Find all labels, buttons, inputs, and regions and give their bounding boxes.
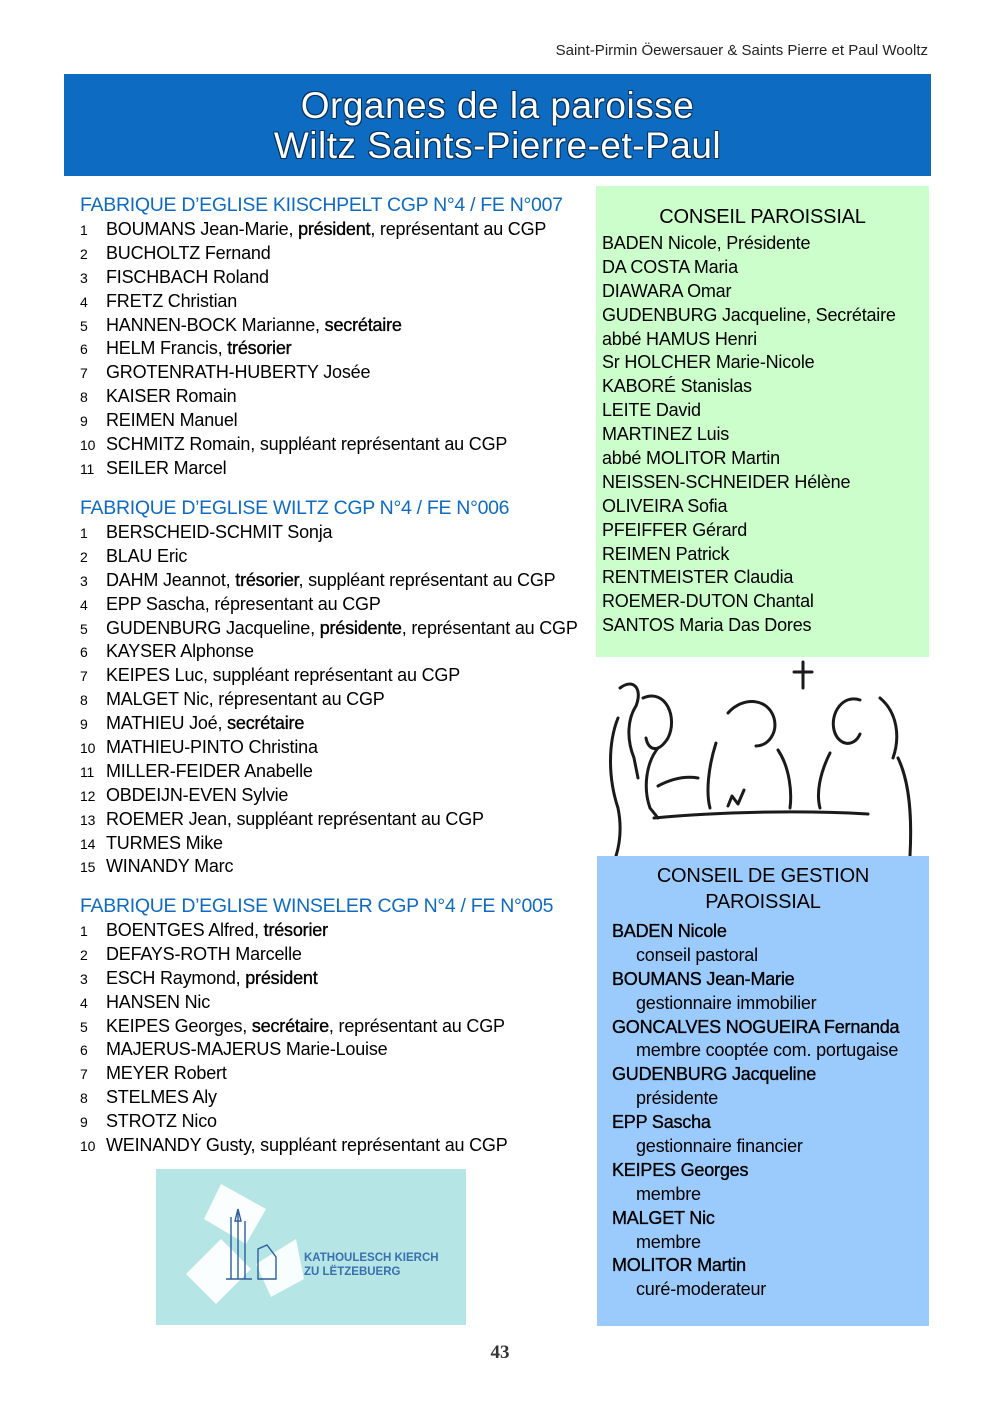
member-name: ESCH Raymond, [106, 967, 246, 988]
member-number: 13 [80, 811, 96, 828]
member-number: 7 [80, 1066, 88, 1083]
member-row [80, 784, 585, 808]
member-name: KAYSER Alphonse [106, 641, 254, 662]
member-number: 1 [80, 525, 88, 541]
conseil-gestion-member [612, 1016, 929, 1064]
member-name: MATHIEU Joé, [106, 713, 228, 734]
conseil-gestion-title-line-2: PAROISSIAL [705, 891, 821, 913]
member-name: SEILER Marcel [106, 457, 227, 478]
conseil-paroissial-member: KABORÉ Stanislas [602, 376, 752, 397]
conseil-gestion-member-role: curé-moderateur [636, 1279, 767, 1300]
member-number: 14 [80, 835, 96, 852]
people-at-table-icon [598, 658, 930, 856]
conseil-paroissial-member: OLIVEIRA Sofia [602, 495, 728, 516]
church-logo-icon [176, 1179, 306, 1319]
member-name: REIMEN Manuel [106, 410, 238, 431]
member-row [80, 545, 585, 569]
member-number: 10 [80, 437, 96, 454]
member-number: 2 [80, 946, 88, 963]
member-name: TURMES Mike [106, 832, 223, 853]
member-row [80, 337, 585, 361]
conseil-paroissial-member: MARTINEZ Luis [602, 424, 730, 445]
logo-text [304, 1251, 439, 1279]
member-row [80, 1062, 585, 1086]
member-row [80, 736, 585, 760]
member-row [80, 385, 585, 409]
member-number: 1 [80, 923, 88, 939]
member-name: GROTENRATH-HUBERTY Josée [106, 362, 371, 383]
member-name: BUCHOLTZ Fernand [106, 242, 271, 263]
conseil-gestion-member [612, 1159, 929, 1207]
member-name: MATHIEU-PINTO Christina [106, 737, 318, 758]
member-row [80, 832, 585, 856]
member-row [80, 1110, 585, 1134]
conseil-paroissial-member: abbé MOLITOR Martin [602, 448, 780, 469]
member-name: BERSCHEID-SCHMIT Sonja [106, 522, 333, 542]
conseil-gestion-member [612, 968, 929, 1016]
conseil-paroissial-member: SANTOS Maria Das Dores [602, 615, 812, 636]
page-title-line-1: Organes de la paroisse [300, 85, 695, 126]
member-row [80, 457, 585, 481]
member-list [80, 218, 585, 481]
conseil-gestion-member-name: EPP Sascha [612, 1112, 711, 1133]
member-number: 4 [80, 994, 88, 1011]
conseil-paroissial-member: LEITE David [602, 400, 701, 421]
member-note: , représentant au CGP [401, 617, 578, 638]
member-row [80, 242, 585, 266]
member-row [80, 919, 585, 943]
member-role: présidente [319, 617, 402, 638]
member-role: secrétaire [324, 314, 402, 335]
member-name: HANNEN-BOCK Marianne, [106, 314, 325, 335]
member-name: MALGET Nic, répresentant au CGP [106, 689, 385, 710]
member-number: 10 [80, 740, 96, 757]
logo-box [156, 1169, 466, 1325]
member-number: 5 [80, 317, 88, 334]
member-row [80, 314, 585, 338]
member-name: KEIPES Luc, suppléant représentant au CGP [106, 665, 461, 686]
conseil-gestion-member-role: membre [636, 1183, 701, 1204]
member-name: ROEMER Jean, suppléant représentant au CGP [106, 808, 484, 829]
member-name: WEINANDY Gusty, suppléant représentant au CGP [106, 1135, 508, 1156]
member-number: 9 [80, 1114, 88, 1131]
member-row [80, 943, 585, 967]
member-row [80, 266, 585, 290]
conseil-gestion-member-role: gestionnaire financier [636, 1136, 803, 1157]
conseil-gestion-member-name: GONCALVES NOGUEIRA Fernanda [612, 1016, 900, 1037]
member-role: trésorier [263, 920, 328, 940]
member-role: trésorier [227, 338, 292, 359]
member-name: STROTZ Nico [106, 1111, 217, 1132]
member-name: FISCHBACH Roland [106, 266, 269, 287]
member-row [80, 808, 585, 832]
member-name: GUDENBURG Jacqueline, [106, 617, 320, 638]
member-name: HANSEN Nic [106, 991, 211, 1012]
conseil-gestion-member-role: membre cooptée com. portugaise [636, 1040, 899, 1061]
member-name: BOUMANS Jean-Marie, [106, 219, 299, 239]
member-role: président [245, 967, 318, 988]
member-row [80, 991, 585, 1015]
member-number: 6 [80, 1042, 88, 1059]
member-row [80, 1134, 585, 1158]
member-number: 3 [80, 269, 88, 286]
conseil-gestion-member-role: gestionnaire immobilier [636, 992, 817, 1013]
member-name: EPP Sascha, répresentant au CGP [106, 593, 381, 614]
running-header: Saint-Pirmin Öewersauer & Saints Pierre et Paul Wooltz [555, 42, 928, 59]
member-number: 9 [80, 716, 88, 733]
conseil-paroissial-member: GUDENBURG Jacqueline, Secrétaire [602, 304, 896, 325]
member-row [80, 218, 585, 242]
fabrique-kiischpelt-section [80, 192, 585, 481]
member-number: 5 [80, 620, 88, 637]
page-title-line-2: Wiltz Saints-Pierre-et-Paul [273, 125, 722, 166]
conseil-gestion-member [612, 1207, 929, 1255]
conseil-gestion-member [612, 920, 929, 968]
conseil-paroissial-member: DA COSTA Maria [602, 256, 738, 277]
member-number: 3 [80, 572, 88, 589]
member-number: 15 [80, 859, 96, 876]
conseil-gestion-member-role: présidente [636, 1088, 719, 1109]
member-role: secrétaire [251, 1015, 329, 1036]
conseil-gestion-member-name: BADEN Nicole [612, 921, 727, 941]
member-note: , représentant au CGP [370, 219, 547, 239]
page-number: 43 [490, 1342, 510, 1363]
member-name: FRETZ Christian [106, 290, 238, 311]
conseil-gestion-member-name: KEIPES Georges [612, 1159, 749, 1180]
member-list [80, 521, 585, 879]
member-row [80, 593, 585, 617]
member-number: 4 [80, 293, 88, 310]
member-row [80, 521, 585, 545]
conseil-gestion-member-role: conseil pastoral [636, 944, 758, 965]
conseil-paroissial-member: PFEIFFER Gérard [602, 519, 748, 540]
member-number: 1 [80, 222, 88, 238]
member-row [80, 967, 585, 991]
member-number: 12 [80, 787, 96, 804]
member-name: KEIPES Georges, [106, 1015, 252, 1036]
conseil-gestion-member-name: BOUMANS Jean-Marie [612, 968, 795, 989]
member-row [80, 290, 585, 314]
member-name: OBDEIJN-EVEN Sylvie [106, 784, 289, 805]
conseil-paroissial-member: NEISSEN-SCHNEIDER Hélène [602, 471, 851, 492]
conseil-gestion-box [597, 856, 929, 1326]
section-title: FABRIQUE D’EGLISE WILTZ CGP N°4 / FE N°006 [80, 497, 510, 519]
member-row [80, 855, 585, 879]
fabrique-wiltz-section [80, 495, 585, 879]
member-number: 2 [80, 548, 88, 565]
member-number: 3 [80, 970, 88, 987]
conseil-gestion-title-line-1: CONSEIL DE GESTION [656, 865, 870, 887]
conseil-gestion-title [597, 856, 929, 915]
member-row [80, 688, 585, 712]
page-title-banner [64, 74, 931, 176]
member-row [80, 640, 585, 664]
member-role: secrétaire [227, 713, 305, 734]
conseil-gestion-list [597, 915, 929, 1302]
logo-text-line-2: ZU LËTZEBUERG [304, 1266, 401, 1278]
member-name: MAJERUS-MAJERUS Marie-Louise [106, 1039, 388, 1060]
member-number: 9 [80, 413, 88, 430]
conseil-gestion-member [612, 1111, 929, 1159]
member-number: 7 [80, 365, 88, 382]
member-row [80, 433, 585, 457]
conseil-paroissial-member: Sr HOLCHER Marie-Nicole [602, 352, 815, 373]
member-number: 5 [80, 1018, 88, 1035]
conseil-gestion-member [612, 1254, 929, 1302]
member-name: DAHM Jeannot, [106, 569, 236, 590]
section-title: FABRIQUE D’EGLISE WINSELER CGP N°4 / FE N°005 [80, 895, 554, 917]
conseil-gestion-member-name: MALGET Nic [612, 1207, 715, 1228]
member-number: 10 [80, 1138, 96, 1155]
member-row [80, 569, 585, 593]
meeting-illustration [598, 658, 930, 856]
member-note: , représentant au CGP [328, 1015, 505, 1036]
member-number: 2 [80, 245, 88, 262]
member-row [80, 617, 585, 641]
conseil-paroissial-box [596, 186, 929, 657]
conseil-gestion-member-role: membre [636, 1231, 701, 1252]
member-row [80, 409, 585, 433]
member-number: 8 [80, 1090, 88, 1107]
member-row [80, 760, 585, 784]
member-number: 6 [80, 341, 88, 358]
member-number: 7 [80, 668, 88, 685]
member-number: 6 [80, 644, 88, 661]
member-name: KAISER Romain [106, 386, 237, 407]
member-note: , suppléant représentant au CGP [298, 569, 556, 590]
section-title: FABRIQUE D’EGLISE KIISCHPELT CGP N°4 / FE N°007 [80, 194, 563, 216]
logo-text-line-1: KATHOULESCH KIERCH [304, 1252, 439, 1264]
member-number: 4 [80, 596, 88, 613]
conseil-paroissial-title: CONSEIL PAROISSIAL [659, 206, 866, 228]
conseil-gestion-member-name: GUDENBURG Jacqueline [612, 1064, 817, 1085]
member-number: 11 [80, 763, 95, 780]
member-row [80, 712, 585, 736]
member-row [80, 1086, 585, 1110]
member-name: DEFAYS-ROTH Marcelle [106, 943, 302, 964]
member-row [80, 1015, 585, 1039]
member-number: 8 [80, 692, 88, 709]
conseil-paroissial-member: REIMEN Patrick [602, 543, 730, 564]
member-name: MEYER Robert [106, 1063, 227, 1084]
member-row [80, 361, 585, 385]
member-name: BLAU Eric [106, 545, 188, 566]
member-name: BOENTGES Alfred, [106, 920, 264, 940]
member-name: WINANDY Marc [106, 856, 234, 877]
fabrique-winseler-section [80, 893, 585, 1158]
conseil-paroissial-list [596, 232, 929, 638]
member-row [80, 664, 585, 688]
conseil-paroissial-member: RENTMEISTER Claudia [602, 567, 794, 588]
member-name: STELMES Aly [106, 1087, 217, 1108]
member-number: 11 [80, 460, 95, 477]
member-name: MILLER-FEIDER Anabelle [106, 760, 313, 781]
member-row [80, 1038, 585, 1062]
member-name: SCHMITZ Romain, suppléant représentant au CGP [106, 434, 508, 455]
conseil-gestion-member [612, 1063, 929, 1111]
member-role: président [298, 219, 371, 239]
conseil-paroissial-member: BADEN Nicole, Présidente [602, 233, 811, 253]
conseil-paroissial-member: DIAWARA Omar [602, 280, 732, 301]
member-list [80, 919, 585, 1158]
member-number: 8 [80, 389, 88, 406]
conseil-paroissial-member: ROEMER-DUTON Chantal [602, 591, 814, 612]
conseil-paroissial-member: abbé HAMUS Henri [602, 328, 757, 349]
conseil-gestion-member-name: MOLITOR Martin [612, 1255, 746, 1276]
member-name: HELM Francis, [106, 338, 228, 359]
member-role: trésorier [235, 569, 299, 590]
